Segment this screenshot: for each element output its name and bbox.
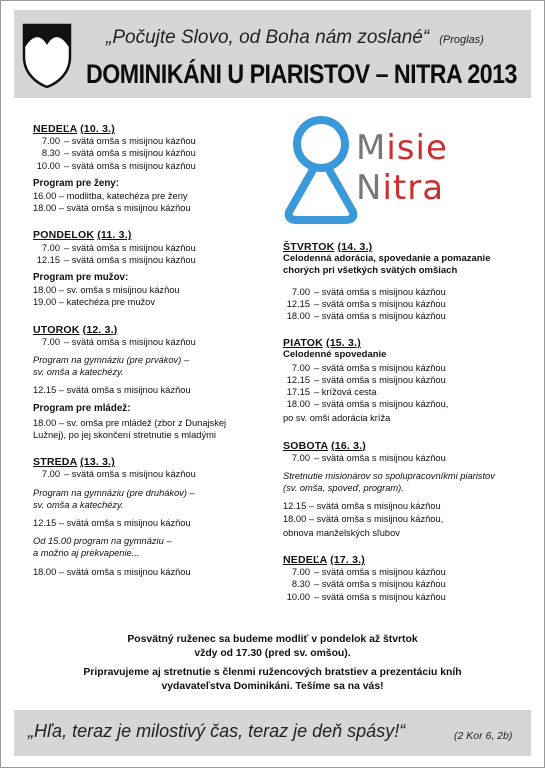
misie-nitra-logo xyxy=(281,116,451,226)
program-heading: Program pre mužov: xyxy=(33,272,129,284)
list-item: 18.00 – svätá omša s misijnou kázňou xyxy=(33,203,191,214)
list-item: 10.00 – svätá omša s misijnou kázňou xyxy=(286,591,446,602)
list-item: 18.00 – svätá omša s misijnou kázňou xyxy=(286,311,446,322)
header-motto: „Počujte Slovo, od Boha nám zoslané“ (Proglas) xyxy=(106,27,484,48)
list-item: 12.15 – svätá omša s misijnou kázňou xyxy=(283,501,441,512)
logo-figure-icon xyxy=(281,116,361,226)
italic-note: Program na gymnáziu (pre druhákov) – sv. omša a katechézy. xyxy=(33,487,195,510)
bible-quote: „Hľa, teraz je milostivý čas, teraz je deň spásy!“ xyxy=(28,721,406,741)
list-item: 10.00 – svätá omša s misijnou kázňou xyxy=(36,160,196,171)
italic-note: Od 15.00 program na gymnáziu – a možno aj prekvapenie... xyxy=(33,536,172,559)
list-item: 12.15 – svätá omša s misijnou kázňou xyxy=(286,298,446,309)
italic-note: Stretnutie misionárov so spolupracovníkmi piaristov (sv. omša, spoveď, program). xyxy=(283,471,495,494)
list-item: 7.00 – svätá omša s misijnou kázňou xyxy=(41,136,196,147)
day-note: Celodenná adorácia, spovedanie a pomazanie chorých pri všetkých svätých omšiach xyxy=(283,253,491,277)
list-item: 7.00 – svätá omša s misijnou kázňou xyxy=(291,452,446,463)
list-item: obnova manželských sľubov xyxy=(283,527,400,538)
list-item: 12.15 – svätá omša s misijnou kázňou xyxy=(286,374,446,385)
list-item: 7.00 – svätá omša s misijnou kázňou xyxy=(291,362,446,373)
day-heading-friday: PIATOK (15. 3.) xyxy=(283,337,361,350)
list-item: 19.00 – katechéza pre mužov xyxy=(33,297,155,308)
day-heading-wednesday: STREDA (13. 3.) xyxy=(33,456,115,469)
bible-reference: (2 Kor 6, 2b) xyxy=(454,730,513,742)
day-heading-sunday: NEDEĽA (10. 3.) xyxy=(33,123,115,135)
day-heading-thursday: ŠTVRTOK (14. 3.) xyxy=(283,241,373,253)
list-item: 8.30 – svätá omša s misijnou kázňou xyxy=(291,579,446,590)
italic-note: Program na gymnáziu (pre prvákov) – sv. omša a katechézy. xyxy=(33,355,190,378)
list-item: 16.00 – modlitba, katechéza pre ženy xyxy=(33,191,188,202)
list-item: 18.00 – sv. omša pre mládež (zbor z Dunajskej Lužnej), po jej skončení stretnutie s mladými xyxy=(33,417,227,441)
program-heading: Program pre ženy: xyxy=(33,177,120,189)
list-item: 8.30 – svätá omša s misijnou kázňou xyxy=(41,148,196,159)
logo-text-misie: Misie xyxy=(356,128,448,168)
bottom-banner xyxy=(14,710,531,756)
list-item: 18.00 – svätá omša s misijnou kázňou, xyxy=(286,399,449,410)
list-item: 12.15 – svätá omša s misijnou kázňou xyxy=(33,385,191,396)
day-note: Celodenné spovedanie xyxy=(283,349,387,361)
meeting-announcement: Pripravujeme aj stretnutie s členmi ružencových bratstiev a prezentáciu kníh vydavateľstva Dominikáni. Tešíme sa na vás! xyxy=(83,667,462,692)
list-item: 12.15 – svätá omša s misijnou kázňou xyxy=(36,254,196,265)
day-heading-tuesday: UTOROK (12. 3.) xyxy=(33,323,118,336)
page-title: DOMINIKÁNI U PIARISTOV – NITRA 2013 xyxy=(86,59,517,89)
list-item: po sv. omši adorácia kríža xyxy=(283,413,391,424)
rosary-announcement: Posvätný ruženec sa budeme modliť v pondelok až štvrtok vždy od 17.30 (pred sv. omšou). xyxy=(127,634,418,659)
list-item: 17.15 – krížová cesta xyxy=(286,387,377,398)
footer-announcements xyxy=(30,633,515,699)
schedule-left-column xyxy=(33,123,263,578)
list-item: 7.00 – svätá omša s misijnou kázňou xyxy=(41,242,196,253)
header-banner xyxy=(14,10,531,98)
list-item: 18.00 – svätá omša s misijnou kázňou, xyxy=(283,513,444,524)
list-item: 7.00 – svätá omša s misijnou kázňou xyxy=(291,286,446,297)
day-heading-monday: PONDELOK (11. 3.) xyxy=(33,229,132,242)
list-item: 18.00 – svätá omša s misijnou kázňou xyxy=(33,566,191,577)
list-item: 18.00 – sv. omša s misijnou kázňou xyxy=(33,285,180,296)
logo-text-nitra: Nitra xyxy=(356,168,445,208)
motto-source: (Proglas) xyxy=(439,34,484,46)
dominican-shield-icon xyxy=(22,23,72,89)
list-item: 7.00 – svätá omša s misijnou kázňou xyxy=(41,469,196,480)
list-item: 12.15 – svätá omša s misijnou kázňou xyxy=(33,518,191,529)
list-item: 7.00 – svätá omša s misijnou kázňou xyxy=(41,336,196,347)
list-item: 7.00 – svätá omša s misijnou kázňou xyxy=(291,567,446,578)
day-heading-sunday-2: NEDEĽA (17. 3.) xyxy=(283,554,365,567)
program-heading: Program pre mládež: xyxy=(33,402,131,414)
day-heading-saturday: SOBOTA (16. 3.) xyxy=(283,439,366,452)
schedule-right-column xyxy=(283,241,523,603)
